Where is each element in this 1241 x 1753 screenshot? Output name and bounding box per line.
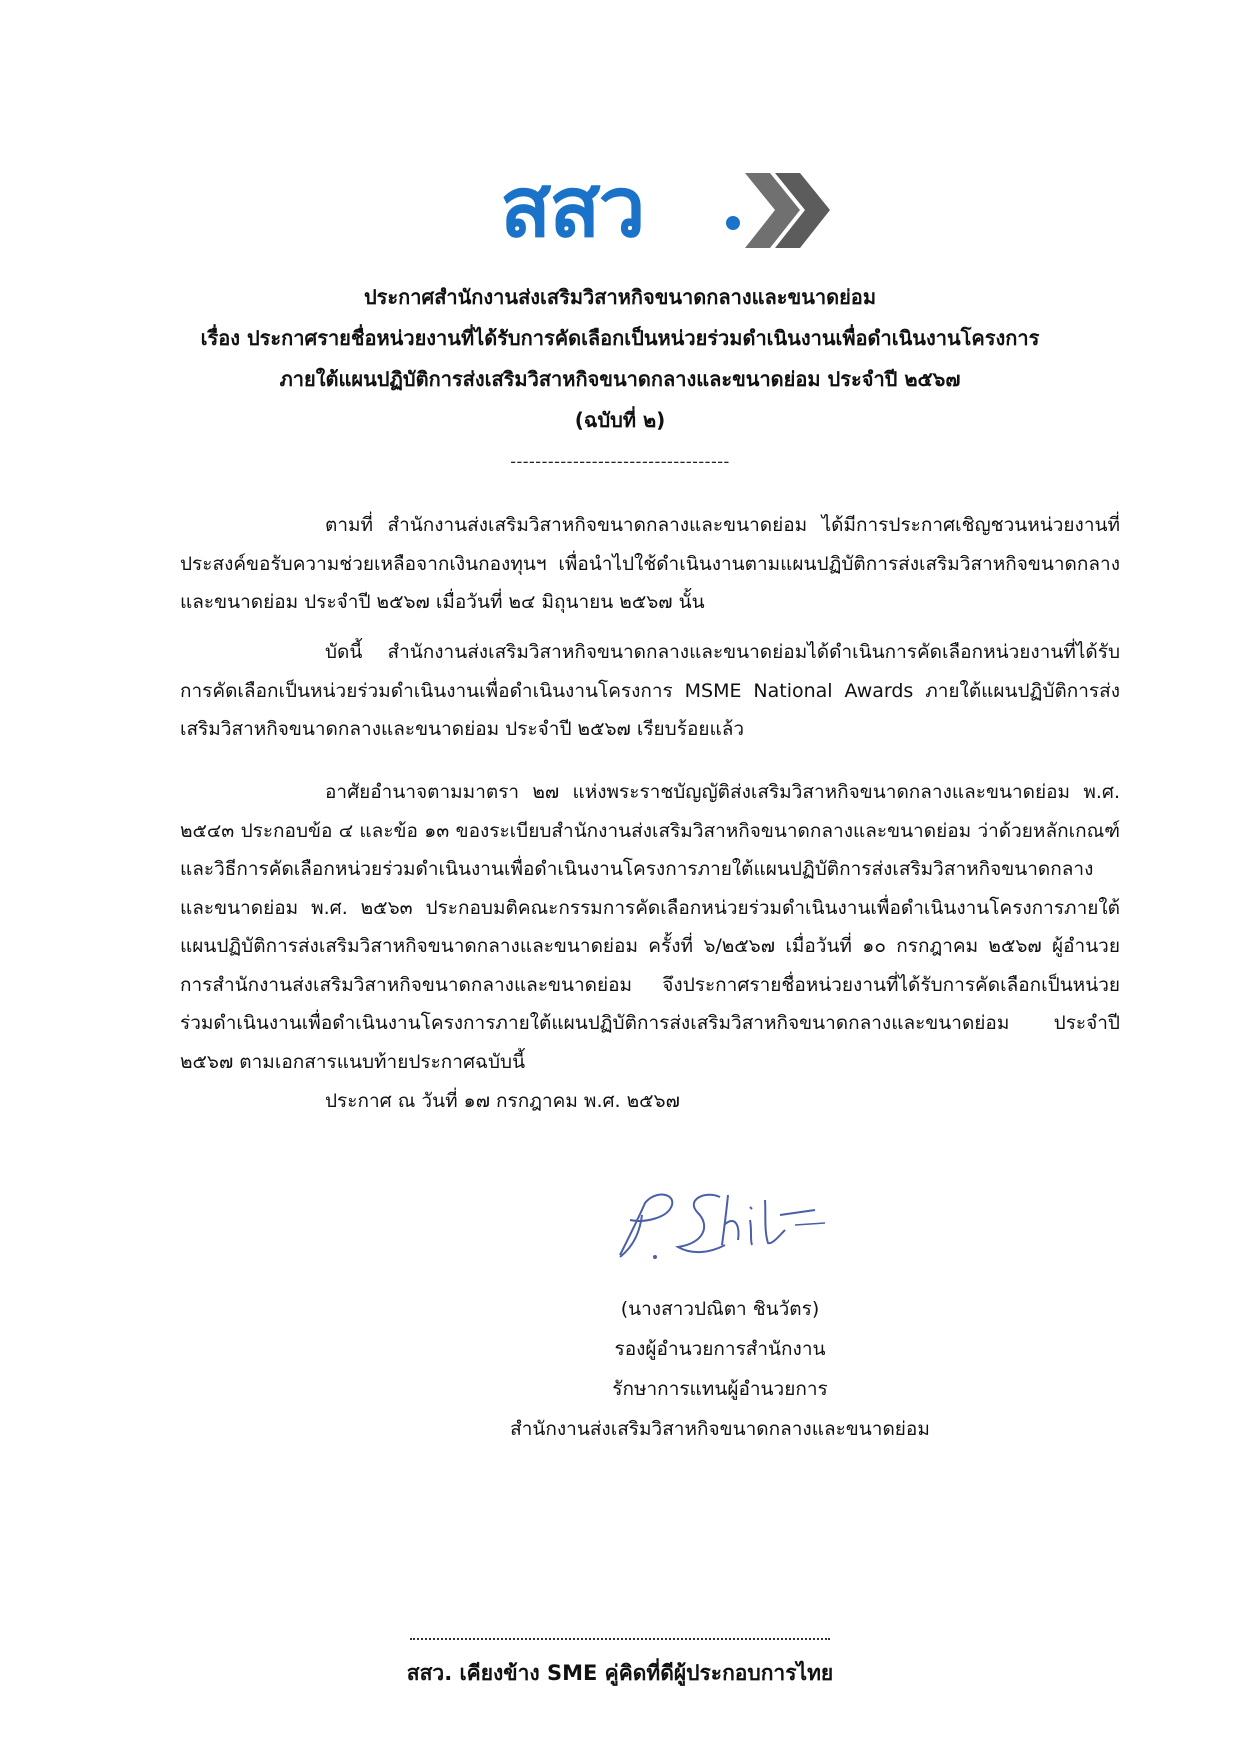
double-chevron-right-icon: [725, 168, 830, 253]
footer-slogan: สสว. เคียงข้าง SME คู่คิดที่ดีผู้ประกอบการไทย: [406, 1661, 834, 1685]
signatory-acting-position: รักษาการแทนผู้อำนวยการ: [612, 1378, 828, 1400]
signatory-position: รองผู้อำนวยการสำนักงาน: [614, 1338, 826, 1360]
body-paragraph-2: บัดนี้ สำนักงานส่งเสริมวิสาหกิจขนาดกลางและขนาดย่อมได้ดำเนินการคัดเลือกหน่วยงานที่ได้รับการคัดเลือกเป็นหน่วยร่วมดำเนินงานเพื่อดำเนินงานโครงการ MSME National Awards ภายใต้แผนปฏิบัติการส่งเสริมวิสาหกิจขนาดกลางและขนาดย่อม ประจำปี ๒๕๖๗ เรียบร้อยแล้ว: [180, 641, 1120, 740]
osmep-logo: [500, 160, 830, 255]
signatory-name: (นางสาวปณิตา ชินวัตร): [620, 1298, 820, 1320]
body-paragraph-3: อาศัยอำนาจตามมาตรา ๒๗ แห่งพระราชบัญญัติส่งเสริมวิสาหกิจขนาดกลางและขนาดย่อม พ.ศ. ๒๕๔๓ ประกอบข้อ ๔ และข้อ ๑๓ ของระเบียบสำนักงานส่งเสริมวิสาหกิจขนาดกลางและขนาดย่อม ว่าด้วยหลักเกณฑ์และวิธีการคัดเลือกหน่วยร่วมดำเนินงานเพื่อดำเนินงานโครงการภายใต้แผนปฏิบัติการส่งเสริมวิสาหกิจขนาดกลางและขนาดย่อม พ.ศ. ๒๕๖๓ ประกอบมติคณะกรรมการคัดเลือกหน่วยร่วมดำเนินงานเพื่อดำเนินงานโครงการภายใต้แผนปฏิบัติการส่งเสริมวิสาหกิจขนาดกลางและขนาดย่อม ครั้งที่ ๖/๒๕๖๗ เมื่อวันที่ ๑๐ กรกฎาคม ๒๕๖๗ ผู้อำนวยการสำนักงานส่งเสริมวิสาหกิจขนาดกลางและขนาดย่อม จึงประกาศรายชื่อหน่วยงานที่ได้รับการคัดเลือกเป็นหน่วยร่วมดำเนินงานเพื่อดำเนินงานโครงการภายใต้แผนปฏิบัติการส่งเสริมวิสาหกิจขนาดกลางและขนาดย่อม ประจำปี ๒๕๖๗ ตามเอกสารแนบท้ายประกาศฉบับนี้: [180, 781, 1120, 1073]
logo-wordmark: สสว: [500, 158, 644, 256]
footer-divider: [410, 1638, 830, 1640]
signatory-organization: สำนักงานส่งเสริมวิสาหกิจขนาดกลางและขนาดย่อม: [510, 1418, 930, 1440]
handwritten-signature: [600, 1185, 840, 1265]
announcement-edition: (ฉบับที่ ๒): [574, 408, 666, 432]
announcement-date: ประกาศ ณ วันที่ ๑๗ กรกฎาคม พ.ศ. ๒๕๖๗: [325, 1090, 680, 1112]
announcement-subject: เรื่อง ประกาศรายชื่อหน่วยงานที่ได้รับการคัดเลือกเป็นหน่วยร่วมดำเนินงานเพื่อดำเนินงานโครงการ: [200, 326, 1040, 350]
body-paragraph-1: ตามที่ สำนักงานส่งเสริมวิสาหกิจขนาดกลางและขนาดย่อม ได้มีการประกาศเชิญชวนหน่วยงานที่ประสงค์ขอรับความช่วยเหลือจากเงินกองทุนฯ เพื่อนำไปใช้ดำเนินงานตามแผนปฏิบัติการส่งเสริมวิสาหกิจขนาดกลางและขนาดย่อม ประจำปี ๒๕๖๗ เมื่อวันที่ ๒๔ มิถุนายน ๒๕๖๗ นั้น: [180, 514, 1120, 613]
announcement-subject-cont: ภายใต้แผนปฏิบัติการส่งเสริมวิสาหกิจขนาดกลางและขนาดย่อม ประจำปี ๒๕๖๗: [279, 367, 961, 391]
announcement-title: ประกาศสำนักงานส่งเสริมวิสาหกิจขนาดกลางและขนาดย่อม: [363, 285, 876, 309]
header-separator: -----------------------------------: [510, 452, 730, 471]
